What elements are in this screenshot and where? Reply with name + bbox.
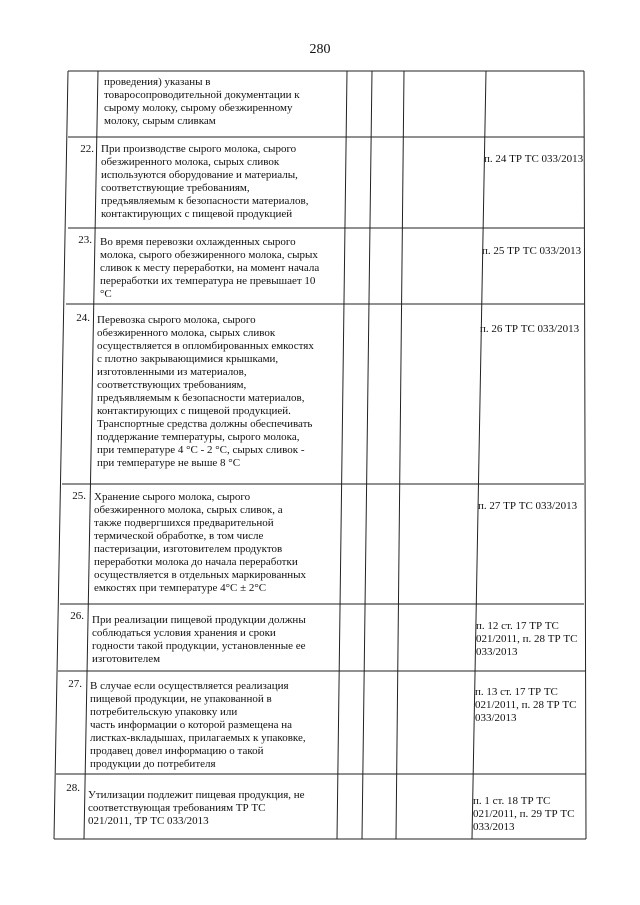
row-22-reference: п. 24 ТР ТС 033/2013 [484, 153, 584, 165]
row-23-number: 23. [78, 234, 92, 246]
row-24-number: 24. [76, 312, 90, 324]
row-23-reference: п. 25 ТР ТС 033/2013 [482, 245, 582, 257]
row-26-reference: п. 12 ст. 17 ТР ТС 021/2011, п. 28 ТР ТС 033/2013 [476, 620, 578, 658]
row-28-number: 28. [66, 782, 80, 794]
page-number: 280 [309, 42, 331, 57]
row-24-requirement: Перевозка сырого молока, сырого обезжиренного молока, сырых сливок осуществляется в опломбированных емкостях с плотно закрывающимися крышками, изготовленными из материалов, соответствующих требованиям, предъявляемым к безопасности материалов, контактирующих с пищевой продукцией. Транспортные средства должны обеспечивать поддержание температуры, сырого молока, при температуре 4 °С - 2 °С, сырых сливок - при температуре не выше 8 °С [97, 314, 314, 469]
row-22-requirement: При производстве сырого молока, сырого обезжиренного молока, сырых сливок используются оборудование и материалы, соответствующие требованиям, предъявляемым к безопасности материалов, контактирующих с пищевой продукцией [101, 143, 309, 220]
row-27-requirement: В случае если осуществляется реализация пищевой продукции, не упакованной в потребительскую упаковку или часть информации о которой размещена на листках-вкладышах, прилагаемых к упаковке, продавец довел информацию о такой продукции до потребителя [90, 680, 306, 770]
row-27-reference: п. 13 ст. 17 ТР ТС 021/2011, п. 28 ТР ТС 033/2013 [475, 686, 577, 724]
row-28-reference: п. 1 ст. 18 ТР ТС 021/2011, п. 29 ТР ТС 033/2013 [473, 795, 575, 833]
row-26-requirement: При реализации пищевой продукции должны соблюдаться условия хранения и сроки годности такой продукции, установленные ее изготовителем [92, 614, 306, 665]
row-28-requirement: Утилизации подлежит пищевая продукция, не соответствующая требованиям ТР ТС 021/2011, ТР ТС 033/2013 [88, 789, 305, 827]
row-24-reference: п. 26 ТР ТС 033/2013 [480, 323, 580, 335]
row-27-number: 27. [68, 678, 82, 690]
row-22-number: 22. [80, 143, 94, 155]
table-row-continuation-requirement: проведения) указаны в товаросопроводительной документации к сырому молоку, сырому обезжиренному молоку, сырым сливкам [104, 76, 300, 127]
row-25-requirement: Хранение сырого молока, сырого обезжиренного молока, сырых сливок, а также подвергшихся предварительной термической обработке, в том числе пастеризации, изготовителем продуктов переработки молока до начала переработки осуществляется в отдельных маркированных емкостях при температуре 4°С ± 2°С [94, 491, 307, 594]
row-23-requirement: Во время перевозки охлажденных сырого молока, сырого обезжиренного молока, сырых сливок к месту переработки, на момент начала переработки их температура не превышает 10 °С [100, 236, 320, 300]
row-25-reference: п. 27 ТР ТС 033/2013 [478, 500, 578, 512]
row-26-number: 26. [70, 610, 84, 622]
row-25-number: 25. [72, 490, 86, 502]
